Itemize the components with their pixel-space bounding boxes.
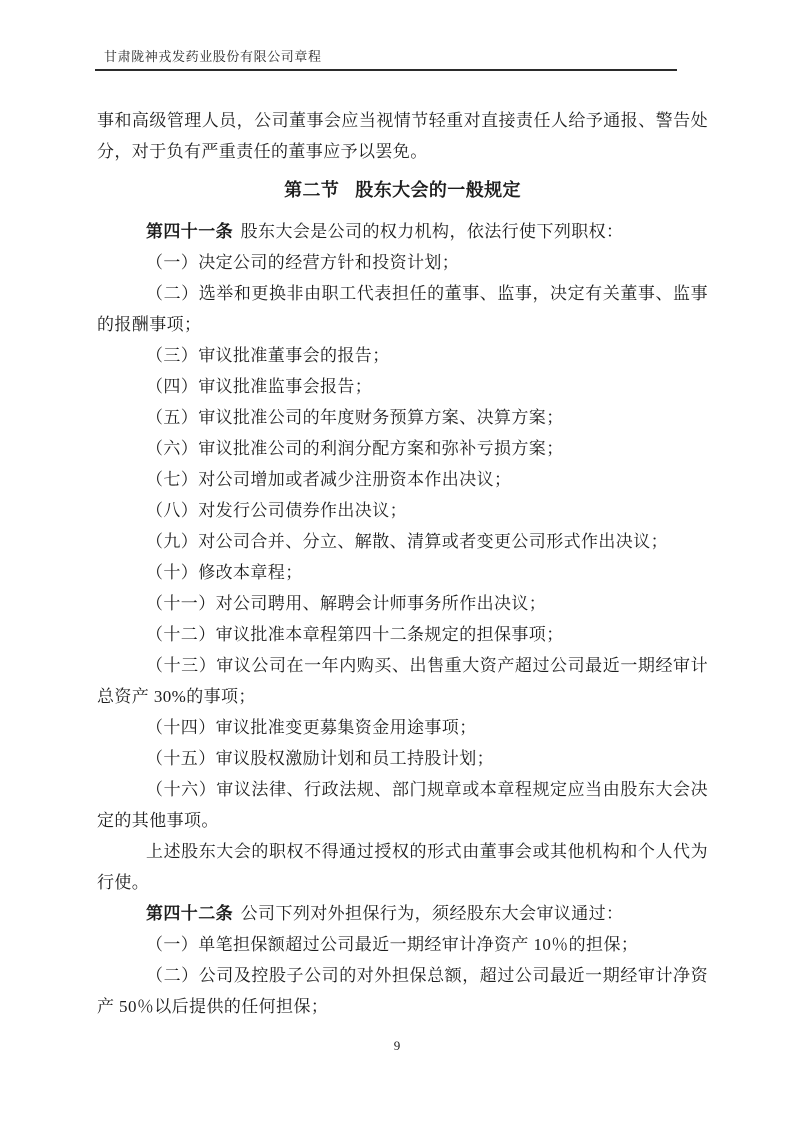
article-41-item-1: （一）决定公司的经营方针和投资计划； [146, 253, 460, 272]
article-41-item-3: （三）审议批准董事会的报告； [146, 346, 390, 365]
article-41-item-13: （十三）审议公司在一年内购买、出售重大资产超过公司最近一期经审计总资产 30%的事项； [97, 656, 708, 706]
article-41-item-6: （六）审议批准公司的利润分配方案和弥补亏损方案； [146, 439, 564, 458]
article-41-item-2: （二）选举和更换非由职工代表担任的董事、监事，决定有关董事、监事的报酬事项； [97, 284, 708, 334]
article-41-item-7: （七）对公司增加或者减少注册资本作出决议； [146, 470, 512, 489]
article-41-opening [97, 216, 708, 247]
page-header [95, 46, 677, 71]
article-41-item-16: （十六）审议法律、行政法规、部门规章或本章程规定应当由股东大会决定的其他事项。 [97, 780, 708, 830]
article-41-item-8: （八）对发行公司债券作出决议； [146, 501, 407, 520]
section-number: 第二节 [284, 180, 340, 200]
article-42-item-1: （一）单笔担保额超过公司最近一期经审计净资产 10％的担保； [146, 935, 639, 954]
section-heading [97, 175, 708, 206]
article-41-lead: 股东大会是公司的权力机构，依法行使下列职权： [240, 222, 624, 241]
article-41-item-12: （十二）审议批准本章程第四十二条规定的担保事项； [146, 625, 564, 644]
article-41-item-4: （四）审议批准监事会报告； [146, 377, 373, 396]
article-41-item-10: （十）修改本章程； [146, 563, 303, 582]
article-42-opening [97, 898, 708, 929]
article-41-item-15: （十五）审议股权激励计划和员工持股计划； [146, 749, 494, 768]
page-footer [0, 1038, 794, 1054]
article-42-lead: 公司下列对外担保行为，须经股东大会审议通过： [240, 904, 624, 923]
page-number: 9 [393, 1038, 401, 1053]
article-41-closing: 上述股东大会的职权不得通过授权的形式由董事会或其他机构和个人代为行使。 [97, 842, 708, 892]
carryover-paragraph: 事和高级管理人员，公司董事会应当视情节轻重对直接责任人给予通报、警告处分，对于负有严重责任的董事应予以罢免。 [97, 111, 708, 161]
document-body [97, 105, 708, 1022]
header-title: 甘肃陇神戎发药业股份有限公司章程 [104, 49, 322, 64]
article-42-item-2: （二）公司及控股子公司的对外担保总额，超过公司最近一期经审计净资产 50％以后提供的任何担保； [97, 966, 708, 1016]
article-41-item-9: （九）对公司合并、分立、解散、清算或者变更公司形式作出决议； [146, 532, 668, 551]
article-41-label: 第四十一条 [146, 222, 233, 241]
article-42-label: 第四十二条 [146, 904, 233, 923]
section-title: 股东大会的一般规定 [355, 180, 521, 200]
article-41-item-11: （十一）对公司聘用、解聘会计师事务所作出决议； [146, 594, 547, 613]
article-41-item-14: （十四）审议批准变更募集资金用途事项； [146, 718, 477, 737]
article-41-item-5: （五）审议批准公司的年度财务预算方案、决算方案； [146, 408, 564, 427]
